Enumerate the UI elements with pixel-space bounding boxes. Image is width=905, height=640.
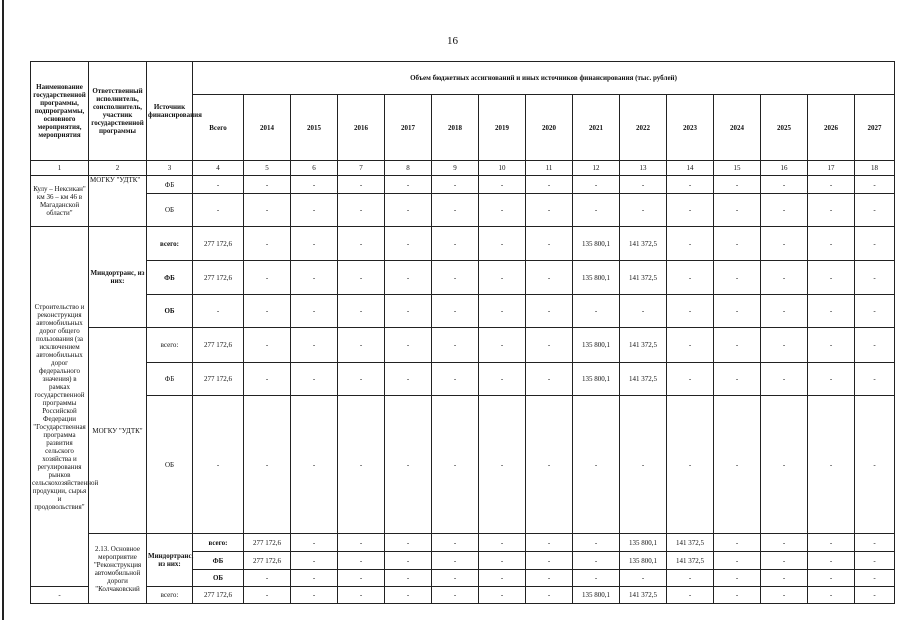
year-value-cell: - xyxy=(714,194,761,227)
column-number: 1 xyxy=(31,161,89,176)
year-value-cell: - xyxy=(479,328,526,363)
year-value-cell: - xyxy=(761,363,808,396)
budget-table xyxy=(30,61,895,604)
header-year: 2023 xyxy=(667,95,714,161)
column-number: 14 xyxy=(667,161,714,176)
year-value-cell: - xyxy=(385,363,432,396)
year-value-cell: - xyxy=(714,587,761,604)
year-value-cell: - xyxy=(291,396,338,534)
year-value-cell: - xyxy=(479,176,526,194)
year-value-cell: - xyxy=(573,176,620,194)
year-value-cell: - xyxy=(855,328,895,363)
year-value-cell: - xyxy=(855,552,895,570)
program-name: Строительство и реконструкция автомобильных дорог общего пользования (за исключением автомобильных дорог федерального значения) в рамках государственной программы Российской Федерации "Государственная программа развития сельского хозяйства и регулирования рынков сельскохозяйственной продукции, сырья и продовольствия" xyxy=(31,227,89,587)
year-value-cell: - xyxy=(432,176,479,194)
year-value-cell: - xyxy=(620,570,667,587)
total-value-cell: 277 172,6 xyxy=(193,363,244,396)
column-number: 8 xyxy=(385,161,432,176)
column-number: 15 xyxy=(714,161,761,176)
year-value-cell: - xyxy=(526,261,573,295)
year-value-cell: 135 800,1 xyxy=(573,328,620,363)
year-value-cell: - xyxy=(526,570,573,587)
year-value-cell: - xyxy=(667,570,714,587)
year-value-cell: - xyxy=(338,570,385,587)
year-value-cell: - xyxy=(479,194,526,227)
responsible: МОГКУ "УДТК" xyxy=(89,176,147,227)
year-value-cell: - xyxy=(855,363,895,396)
year-value-cell: 141 372,5 xyxy=(667,552,714,570)
funding-source: ФБ xyxy=(147,363,193,396)
year-value-cell: - xyxy=(620,194,667,227)
table-row xyxy=(31,194,895,227)
year-value-cell: 135 800,1 xyxy=(620,534,667,552)
header-year: 2025 xyxy=(761,95,808,161)
year-value-cell: - xyxy=(667,227,714,261)
year-value-cell: - xyxy=(761,328,808,363)
column-number: 11 xyxy=(526,161,573,176)
year-value-cell: - xyxy=(714,570,761,587)
year-value-cell: - xyxy=(291,552,338,570)
year-value-cell: - xyxy=(385,227,432,261)
year-value-cell: - xyxy=(385,534,432,552)
header-year: 2027 xyxy=(855,95,895,161)
year-value-cell: - xyxy=(479,295,526,328)
year-value-cell: - xyxy=(573,194,620,227)
year-value-cell: - xyxy=(385,176,432,194)
year-value-cell: - xyxy=(714,363,761,396)
year-value-cell: - xyxy=(526,328,573,363)
funding-source: ФБ xyxy=(147,176,193,194)
header-year: 2026 xyxy=(808,95,855,161)
total-value-cell: 277 172,6 xyxy=(193,261,244,295)
year-value-cell: - xyxy=(432,396,479,534)
header-year: 2019 xyxy=(479,95,526,161)
year-value-cell: - xyxy=(479,261,526,295)
year-value-cell: - xyxy=(526,176,573,194)
year-value-cell: - xyxy=(432,587,479,604)
year-value-cell: 135 800,1 xyxy=(573,363,620,396)
year-value-cell: - xyxy=(855,534,895,552)
year-value-cell: - xyxy=(338,227,385,261)
year-value-cell: - xyxy=(808,396,855,534)
column-number: 3 xyxy=(147,161,193,176)
year-value-cell: - xyxy=(479,587,526,604)
year-value-cell: - xyxy=(714,534,761,552)
year-value-cell: - xyxy=(808,328,855,363)
year-value-cell: - xyxy=(291,534,338,552)
total-value-cell: 277 172,6 xyxy=(244,552,291,570)
year-value-cell: - xyxy=(291,227,338,261)
year-value-cell: - xyxy=(244,227,291,261)
page-number: 16 xyxy=(447,35,458,47)
year-value-cell: - xyxy=(808,587,855,604)
year-value-cell: - xyxy=(808,552,855,570)
year-value-cell: - xyxy=(526,194,573,227)
year-value-cell: - xyxy=(432,534,479,552)
column-number: 10 xyxy=(479,161,526,176)
funding-source: всего: xyxy=(147,587,193,604)
year-value-cell: - xyxy=(526,552,573,570)
header-year: 2017 xyxy=(385,95,432,161)
year-value-cell: 135 800,1 xyxy=(573,587,620,604)
year-value-cell: - xyxy=(432,552,479,570)
year-value-cell: - xyxy=(573,396,620,534)
year-value-cell: - xyxy=(761,396,808,534)
responsible: - xyxy=(31,587,89,604)
year-value-cell: - xyxy=(291,570,338,587)
year-value-cell: - xyxy=(338,587,385,604)
header-year: 2022 xyxy=(620,95,667,161)
program-name: 2.13. Основное мероприятие "Реконструкция автомобильной дороги "Колчаковский xyxy=(89,534,147,604)
funding-source: всего: xyxy=(147,227,193,261)
year-value-cell: - xyxy=(761,227,808,261)
header-year: 2020 xyxy=(526,95,573,161)
year-value-cell: - xyxy=(479,534,526,552)
year-value-cell: 141 372,5 xyxy=(620,587,667,604)
year-value-cell: - xyxy=(432,227,479,261)
year-value-cell: 135 800,1 xyxy=(573,227,620,261)
table-row xyxy=(31,295,895,328)
column-number: 2 xyxy=(89,161,147,176)
year-value-cell: - xyxy=(432,570,479,587)
responsible: МОГКУ "УДТК" xyxy=(89,328,147,534)
header-responsible: Ответственный исполнитель, соисполнитель, участник государственной программы xyxy=(89,62,147,161)
year-value-cell: - xyxy=(808,570,855,587)
year-value-cell: - xyxy=(855,396,895,534)
funding-source: всего: xyxy=(193,534,244,552)
year-value-cell: - xyxy=(385,587,432,604)
year-value-cell: - xyxy=(855,295,895,328)
year-value-cell: - xyxy=(244,194,291,227)
year-value-cell: - xyxy=(291,295,338,328)
responsible: Миндортранс, из них: xyxy=(147,534,193,587)
total-value-cell: - xyxy=(193,295,244,328)
year-value-cell: - xyxy=(385,328,432,363)
year-value-cell: - xyxy=(573,552,620,570)
funding-source: ОБ xyxy=(147,396,193,534)
year-value-cell: - xyxy=(291,328,338,363)
year-value-cell: - xyxy=(808,295,855,328)
table-row xyxy=(31,261,895,295)
year-value-cell: - xyxy=(714,261,761,295)
year-value-cell: - xyxy=(620,176,667,194)
year-value-cell: - xyxy=(244,176,291,194)
year-value-cell: - xyxy=(244,396,291,534)
year-value-cell: - xyxy=(573,534,620,552)
total-value-cell: - xyxy=(244,570,291,587)
column-number: 9 xyxy=(432,161,479,176)
year-value-cell: - xyxy=(714,176,761,194)
binding-margin-line xyxy=(2,0,4,620)
year-value-cell: 141 372,5 xyxy=(620,227,667,261)
column-number: 12 xyxy=(573,161,620,176)
table-row xyxy=(31,363,895,396)
year-value-cell: - xyxy=(761,295,808,328)
column-number: 18 xyxy=(855,161,895,176)
year-value-cell: - xyxy=(385,570,432,587)
year-value-cell: - xyxy=(667,295,714,328)
year-value-cell: - xyxy=(526,534,573,552)
year-value-cell: - xyxy=(338,261,385,295)
funding-source: всего: xyxy=(147,328,193,363)
table-row xyxy=(31,227,895,261)
year-value-cell: - xyxy=(338,534,385,552)
year-value-cell: - xyxy=(432,328,479,363)
table-row xyxy=(31,176,895,194)
year-value-cell: 141 372,5 xyxy=(620,363,667,396)
year-value-cell: - xyxy=(761,194,808,227)
responsible: Миндортранс, из них: xyxy=(89,227,147,328)
year-value-cell: - xyxy=(338,194,385,227)
year-value-cell: - xyxy=(526,396,573,534)
column-number: 6 xyxy=(291,161,338,176)
year-value-cell: - xyxy=(667,261,714,295)
year-value-cell: - xyxy=(855,570,895,587)
funding-source: ФБ xyxy=(147,261,193,295)
header-year: 2024 xyxy=(714,95,761,161)
year-value-cell: 135 800,1 xyxy=(620,552,667,570)
column-numbers-row xyxy=(31,161,895,176)
funding-source: ФБ xyxy=(193,552,244,570)
year-value-cell: - xyxy=(291,194,338,227)
header-year: 2016 xyxy=(338,95,385,161)
header-volume: Объем бюджетных ассигнований и иных источников финансирования (тыс. рублей) xyxy=(193,62,895,95)
column-number: 4 xyxy=(193,161,244,176)
year-value-cell: - xyxy=(338,552,385,570)
year-value-cell: - xyxy=(714,396,761,534)
total-value-cell: 277 172,6 xyxy=(193,587,244,604)
year-value-cell: - xyxy=(291,363,338,396)
year-value-cell: - xyxy=(667,363,714,396)
table-row xyxy=(31,587,895,604)
year-value-cell: - xyxy=(761,587,808,604)
year-value-cell: - xyxy=(714,328,761,363)
year-value-cell: - xyxy=(714,227,761,261)
total-value-cell: - xyxy=(193,176,244,194)
year-value-cell: - xyxy=(808,227,855,261)
year-value-cell: 135 800,1 xyxy=(573,261,620,295)
year-value-cell: - xyxy=(761,176,808,194)
total-value-cell: - xyxy=(193,194,244,227)
year-value-cell: - xyxy=(479,396,526,534)
total-value-cell: - xyxy=(193,396,244,534)
funding-source: ОБ xyxy=(193,570,244,587)
year-value-cell: - xyxy=(385,295,432,328)
year-value-cell: - xyxy=(479,227,526,261)
year-value-cell: - xyxy=(526,295,573,328)
total-value-cell: 277 172,6 xyxy=(193,328,244,363)
year-value-cell: - xyxy=(479,570,526,587)
year-value-cell: - xyxy=(761,552,808,570)
year-value-cell: - xyxy=(244,328,291,363)
program-name: Кулу – Нексикан" км 36 – км 46 в Магаданской области" xyxy=(31,176,89,227)
column-number: 5 xyxy=(244,161,291,176)
year-value-cell: - xyxy=(291,261,338,295)
year-value-cell: - xyxy=(808,534,855,552)
year-value-cell: - xyxy=(338,176,385,194)
table-row xyxy=(31,328,895,363)
year-value-cell: - xyxy=(338,295,385,328)
year-value-cell: - xyxy=(385,552,432,570)
year-value-cell: - xyxy=(244,261,291,295)
year-value-cell: - xyxy=(338,328,385,363)
year-value-cell: - xyxy=(667,396,714,534)
column-number: 13 xyxy=(620,161,667,176)
year-value-cell: - xyxy=(855,261,895,295)
year-value-cell: - xyxy=(432,295,479,328)
year-value-cell: - xyxy=(244,363,291,396)
year-value-cell: - xyxy=(667,587,714,604)
year-value-cell: - xyxy=(244,587,291,604)
year-value-cell: - xyxy=(620,396,667,534)
table-row xyxy=(31,396,895,534)
year-value-cell: 141 372,5 xyxy=(620,261,667,295)
year-value-cell: - xyxy=(714,295,761,328)
year-value-cell: - xyxy=(855,587,895,604)
year-value-cell: - xyxy=(855,227,895,261)
year-value-cell: - xyxy=(526,363,573,396)
year-value-cell: - xyxy=(808,176,855,194)
header-year: 2014 xyxy=(244,95,291,161)
year-value-cell: - xyxy=(526,227,573,261)
table-row xyxy=(31,534,895,552)
year-value-cell: - xyxy=(291,176,338,194)
year-value-cell: - xyxy=(526,587,573,604)
year-value-cell: - xyxy=(479,552,526,570)
year-value-cell: - xyxy=(667,328,714,363)
year-value-cell: - xyxy=(714,552,761,570)
year-value-cell: - xyxy=(573,295,620,328)
year-value-cell: - xyxy=(385,194,432,227)
year-value-cell: - xyxy=(761,570,808,587)
year-value-cell: - xyxy=(479,363,526,396)
year-value-cell: - xyxy=(244,295,291,328)
header-year: 2015 xyxy=(291,95,338,161)
year-value-cell: - xyxy=(620,295,667,328)
year-value-cell: - xyxy=(855,194,895,227)
total-value-cell: 277 172,6 xyxy=(193,227,244,261)
funding-source: ОБ xyxy=(147,194,193,227)
year-value-cell: - xyxy=(338,396,385,534)
year-value-cell: - xyxy=(808,261,855,295)
year-value-cell: - xyxy=(432,261,479,295)
funding-source: ОБ xyxy=(147,295,193,328)
year-value-cell: - xyxy=(385,261,432,295)
year-value-cell: - xyxy=(432,194,479,227)
year-value-cell: - xyxy=(667,176,714,194)
year-value-cell: - xyxy=(761,261,808,295)
header-name: Наименование государственной программы, подпрограммы, основного мероприятия, мероприятия xyxy=(31,62,89,161)
header-source: Источник финансирования xyxy=(147,62,193,161)
column-number: 7 xyxy=(338,161,385,176)
total-value-cell: 277 172,6 xyxy=(244,534,291,552)
year-value-cell: - xyxy=(338,363,385,396)
year-value-cell: - xyxy=(291,587,338,604)
header-year: 2021 xyxy=(573,95,620,161)
year-value-cell: - xyxy=(761,534,808,552)
year-value-cell: 141 372,5 xyxy=(620,328,667,363)
year-value-cell: - xyxy=(573,570,620,587)
year-value-cell: - xyxy=(667,194,714,227)
column-number: 17 xyxy=(808,161,855,176)
header-total: Всего xyxy=(193,95,244,161)
column-number: 16 xyxy=(761,161,808,176)
year-value-cell: - xyxy=(385,396,432,534)
year-value-cell: 141 372,5 xyxy=(667,534,714,552)
header-year: 2018 xyxy=(432,95,479,161)
year-value-cell: - xyxy=(432,363,479,396)
year-value-cell: - xyxy=(808,194,855,227)
year-value-cell: - xyxy=(855,176,895,194)
year-value-cell: - xyxy=(808,363,855,396)
